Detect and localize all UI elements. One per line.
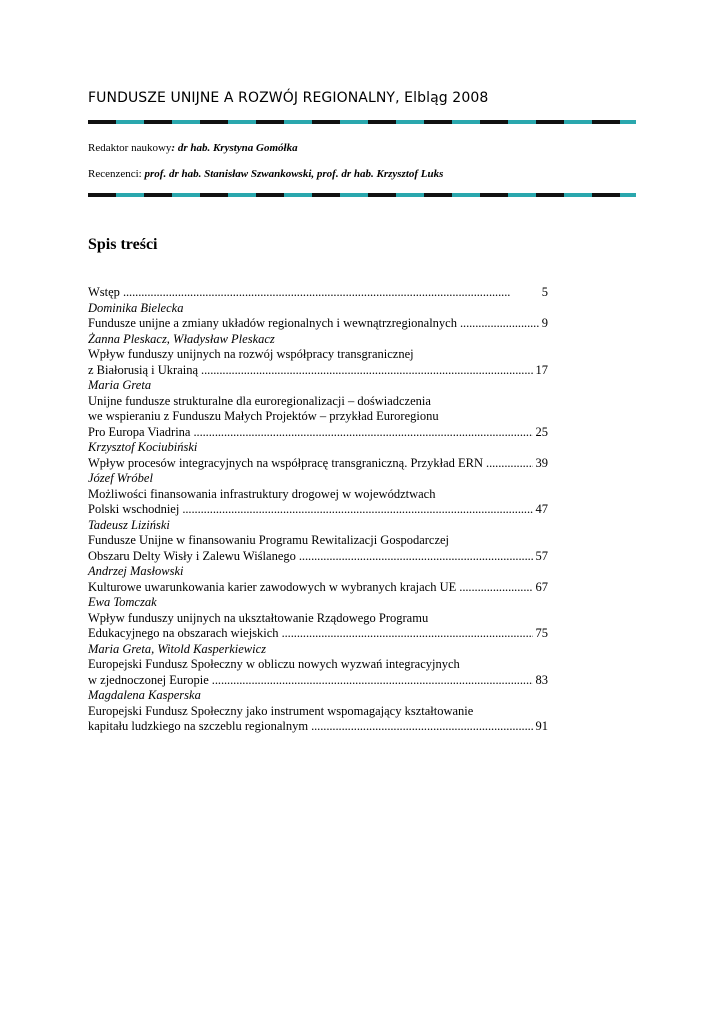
book-title-main: FUNDUSZE UNIJNE A ROZWÓJ REGIONALNY — [88, 90, 396, 106]
editor-label: Redaktor naukowy — [88, 142, 172, 154]
toc-author: Józef Wróbel — [88, 471, 153, 485]
toc-page: 47 — [535, 502, 548, 516]
toc-entry — [88, 425, 548, 441]
toc-page: 67 — [535, 579, 548, 594]
toc-entry — [88, 580, 548, 596]
toc-title-line: Wpływ funduszy unijnych na rozwój współpracy transgranicznej — [88, 347, 414, 361]
toc-title-line: Wpływ funduszy unijnych na ukształtowanie Rządowego Programu — [88, 610, 429, 625]
book-title-place: , Elbląg 2008 — [395, 90, 489, 106]
divider-top — [88, 120, 636, 124]
toc-page: 25 — [535, 424, 548, 439]
editor-value: : dr hab. Krystyna Gomółka — [171, 142, 298, 154]
reviewers-value: prof. dr hab. Stanisław Szwankowski, prof. dr hab. Krzysztof Luks — [144, 168, 444, 180]
toc-entry — [88, 673, 548, 689]
toc-page: 5 — [541, 285, 548, 299]
toc-title: Wpływ procesów integracyjnych na współpracę transgraniczną. Przykład ERN — [88, 455, 484, 470]
toc-title: kapitału ludzkiego na szczeblu regionalnym — [88, 719, 309, 733]
book-title — [88, 90, 488, 106]
toc-author: Andrzej Masłowski — [88, 564, 184, 578]
reviewers-label: Recenzenci: — [88, 168, 145, 180]
toc-leader — [311, 719, 532, 735]
toc-title-line: Fundusze Unijne w finansowaniu Programu Rewitalizacji Gospodarczej — [88, 533, 450, 547]
toc-leader — [182, 502, 532, 518]
toc-title: Pro Europa Viadrina — [88, 424, 191, 439]
toc-title-line: Unijne fundusze strukturalne dla euroregionalizacji – doświadczenia — [88, 393, 431, 408]
toc-leader — [486, 456, 532, 472]
toc-page: 57 — [535, 548, 548, 563]
toc-entry — [88, 502, 548, 518]
toc-author: Maria Greta, Witold Kasperkiewicz — [88, 641, 266, 656]
reviewers-line — [88, 168, 443, 180]
toc-page: 75 — [535, 626, 548, 640]
editor-line — [88, 142, 298, 154]
toc-entry — [88, 549, 548, 565]
toc-heading: Spis treści — [88, 236, 158, 253]
toc-page: 91 — [535, 719, 548, 733]
toc-entry — [88, 316, 548, 332]
toc-entry — [88, 363, 548, 379]
toc-title: z Białorusią i Ukrainą — [88, 362, 199, 377]
table-of-contents — [88, 285, 548, 735]
toc-title: Wstęp — [88, 285, 120, 299]
toc-title: Polski wschodniej — [88, 502, 180, 516]
toc-title-line: Możliwości finansowania infrastruktury drogowej w województwach — [88, 486, 436, 501]
toc-entry — [88, 719, 548, 735]
divider-bottom — [88, 193, 636, 197]
toc-author: Ewa Tomczak — [88, 595, 157, 609]
toc-title-line: Europejski Fundusz Społeczny w obliczu nowych wyzwań integracyjnych — [88, 657, 460, 671]
toc-leader — [299, 549, 533, 565]
toc-author: Dominika Bielecka — [88, 300, 184, 315]
toc-author: Krzysztof Kociubiński — [88, 440, 198, 454]
toc-page: 39 — [535, 455, 548, 470]
toc-title: Edukacyjnego na obszarach wiejskich — [88, 626, 279, 640]
toc-page: 17 — [535, 362, 548, 377]
toc-author: Magdalena Kasperska — [88, 688, 201, 702]
toc-author: Maria Greta — [88, 378, 152, 392]
toc-author: Tadeusz Liziński — [88, 517, 170, 532]
toc-page: 83 — [535, 672, 548, 687]
toc-entry — [88, 626, 548, 642]
toc-leader — [282, 626, 533, 642]
toc-title: Fundusze unijne a zmiany układów regionalnych i wewnątrzregionalnych — [88, 316, 457, 330]
toc-page: 9 — [541, 316, 548, 330]
toc-author: Żanna Pleskacz, Władysław Pleskacz — [88, 331, 275, 346]
toc-entry-intro — [88, 285, 548, 301]
toc-title: Obszaru Delty Wisły i Zalewu Wiślanego — [88, 548, 296, 563]
toc-title-line: Europejski Fundusz Społeczny jako instrument wspomagający kształtowanie — [88, 703, 474, 718]
toc-leader — [212, 673, 533, 689]
toc-leader — [123, 285, 539, 301]
toc-leader — [460, 316, 539, 332]
toc-title: w zjednoczonej Europie — [88, 672, 209, 687]
toc-leader — [459, 580, 532, 596]
toc-leader — [193, 425, 532, 441]
toc-entry — [88, 456, 548, 472]
toc-title-line: we wspieraniu z Funduszu Małych Projektów – przykład Euroregionu — [88, 409, 439, 423]
toc-title: Kulturowe uwarunkowania karier zawodowych w wybranych krajach UE — [88, 579, 457, 594]
toc-leader — [201, 363, 532, 379]
